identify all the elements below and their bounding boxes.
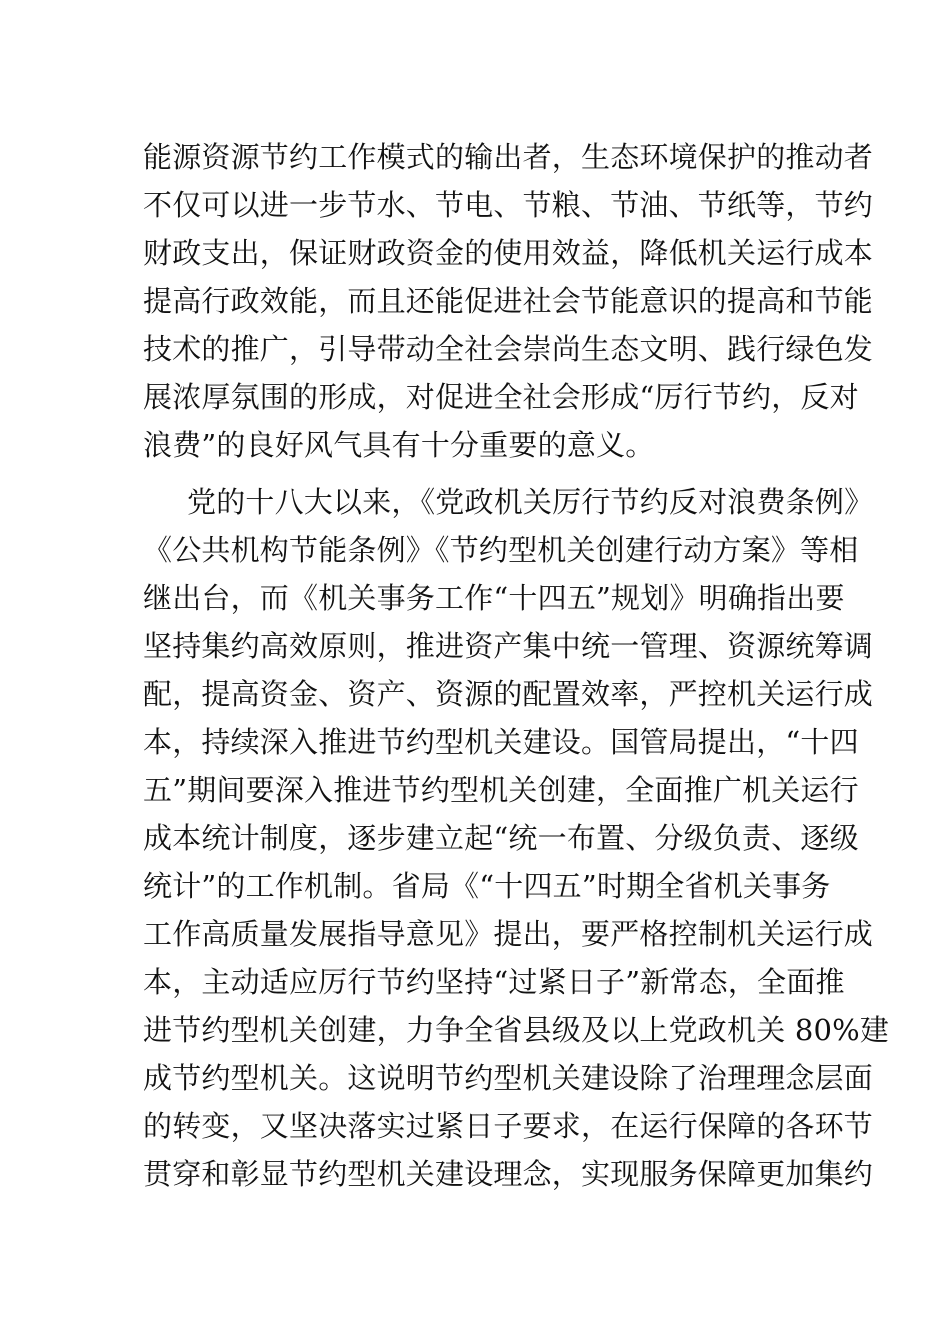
text-line: 坚持集约高效原则，推进资产集中统一管理、资源统筹调: [143, 629, 874, 663]
text-line: 成本统计制度，逐步建立起“统一布置、分级负责、逐级: [143, 821, 859, 855]
text-line: 浪费”的良好风气具有十分重要的意义。: [143, 428, 655, 462]
text-line: 展浓厚氛围的形成，对促进全社会形成“厉行节约，反对: [143, 380, 859, 414]
text-line: 《公共机构节能条例》《节约型机关创建行动方案》等相: [143, 533, 859, 567]
text-line: 成节约型机关。这说明节约型机关建设除了治理理念层面: [143, 1061, 874, 1095]
text-line: 不仅可以进一步节水、节电、节粮、节油、节纸等，节约: [143, 188, 874, 222]
text-line: 工作高质量发展指导意见》提出，要严格控制机关运行成: [143, 917, 874, 951]
text-line: 配，提高资金、资产、资源的配置效率，严控机关运行成: [143, 677, 874, 711]
text-line: 继出台，而《机关事务工作“十四五”规划》明确指出要: [143, 581, 845, 615]
text-line: 财政支出，保证财政资金的使用效益，降低机关运行成本: [143, 236, 874, 270]
text-line: 统计”的工作机制。省局《“十四五”时期全省机关事务: [143, 869, 831, 903]
text-line: 本，持续深入推进节约型机关建设。国管局提出，“十四: [143, 725, 859, 759]
text-line: 提高行政效能，而且还能促进社会节能意识的提高和节能: [143, 284, 874, 318]
text-line: 本，主动适应厉行节约坚持“过紧日子”新常态，全面推: [143, 965, 845, 999]
paragraph-1: [143, 133, 874, 469]
text-line: 的转变，又坚决落实过紧日子要求，在运行保障的各环节: [143, 1109, 874, 1143]
text-line: 贯穿和彰显节约型机关建设理念，实现服务保障更加集约: [143, 1157, 874, 1191]
text-line: 党的十八大以来，《党政机关厉行节约反对浪费条例》: [187, 485, 874, 519]
text-line: 能源资源节约工作模式的输出者，生态环境保护的推动者: [143, 140, 874, 174]
text-line: 技术的推广，引导带动全社会崇尚生态文明、践行绿色发: [143, 332, 874, 366]
paragraph-2: [143, 478, 890, 1198]
paragraph-gap: [143, 469, 823, 478]
text-line: 进节约型机关创建，力争全省县级及以上党政机关 80%建: [143, 1013, 890, 1047]
text-line: 五”期间要深入推进节约型机关创建，全面推广机关运行: [143, 773, 859, 807]
body-text: [143, 133, 890, 1198]
